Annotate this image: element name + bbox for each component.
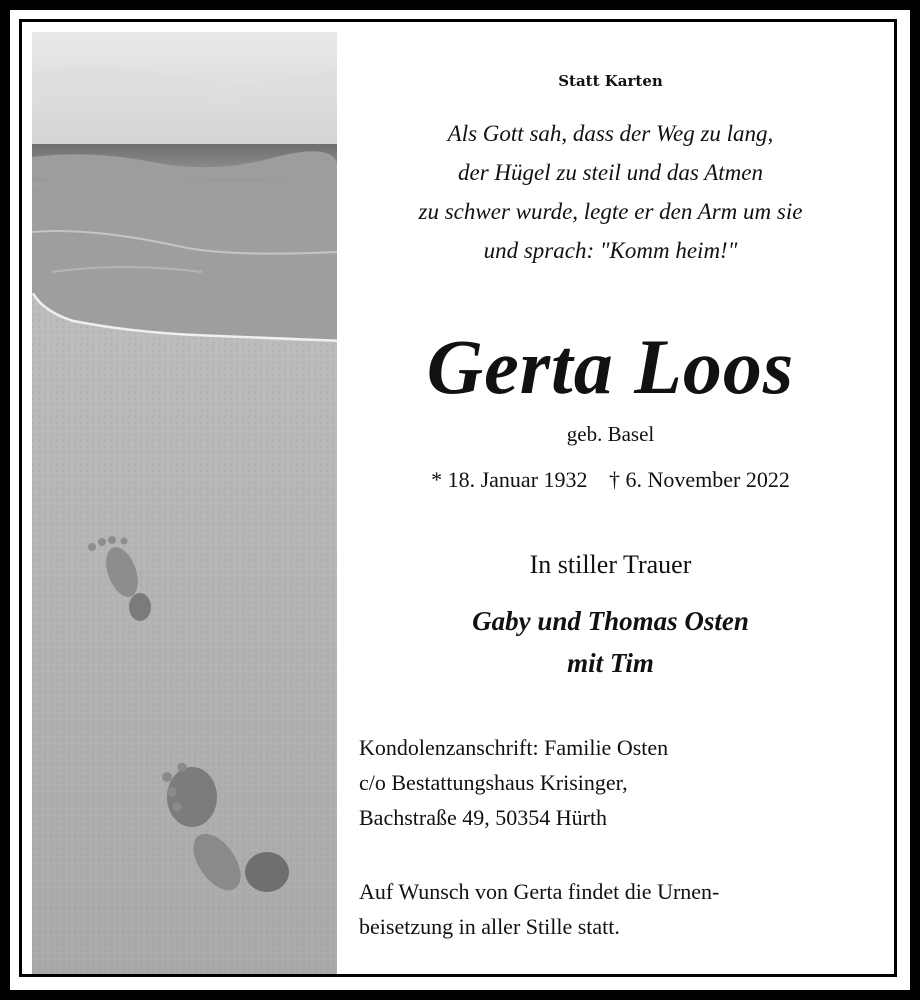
birth-date: * 18. Januar 1932	[431, 467, 588, 492]
poem-line: Als Gott sah, dass der Weg zu lang,	[447, 121, 774, 146]
obituary-border	[19, 19, 897, 977]
mourners-names	[337, 600, 884, 684]
note-line: beisetzung in aller Stille statt.	[359, 914, 620, 939]
obituary-frame	[10, 10, 910, 990]
address-line: c/o Bestattungshaus Krisinger,	[359, 770, 628, 795]
note-line: Auf Wunsch von Gerta findet die Urnen-	[359, 879, 720, 904]
beach-footprints-photo	[32, 32, 337, 977]
burial-note	[359, 874, 719, 944]
address-line: Kondolenzanschrift: Familie Osten	[359, 735, 669, 760]
wet-sand-area	[32, 182, 337, 342]
poem-line: und sprach: "Komm heim!"	[483, 238, 738, 263]
mourners-line: Gaby und Thomas Osten	[472, 606, 749, 636]
life-dates	[337, 467, 884, 493]
poem-line: der Hügel zu steil und das Atmen	[458, 160, 763, 185]
death-date: † 6. November 2022	[609, 467, 790, 492]
statt-karten-label: Statt Karten	[558, 72, 663, 90]
birth-name: geb. Basel	[566, 422, 655, 446]
condolence-address	[359, 730, 668, 835]
poem-line: zu schwer wurde, legte er den Arm um sie	[418, 199, 803, 224]
poem	[337, 114, 884, 270]
deceased-name: Gerta Loos	[426, 323, 795, 410]
mourners-line: mit Tim	[567, 648, 654, 678]
address-line: Bachstraße 49, 50354 Hürth	[359, 805, 608, 830]
mourning-intro: In stiller Trauer	[529, 550, 692, 579]
obituary-text-column	[337, 22, 894, 974]
